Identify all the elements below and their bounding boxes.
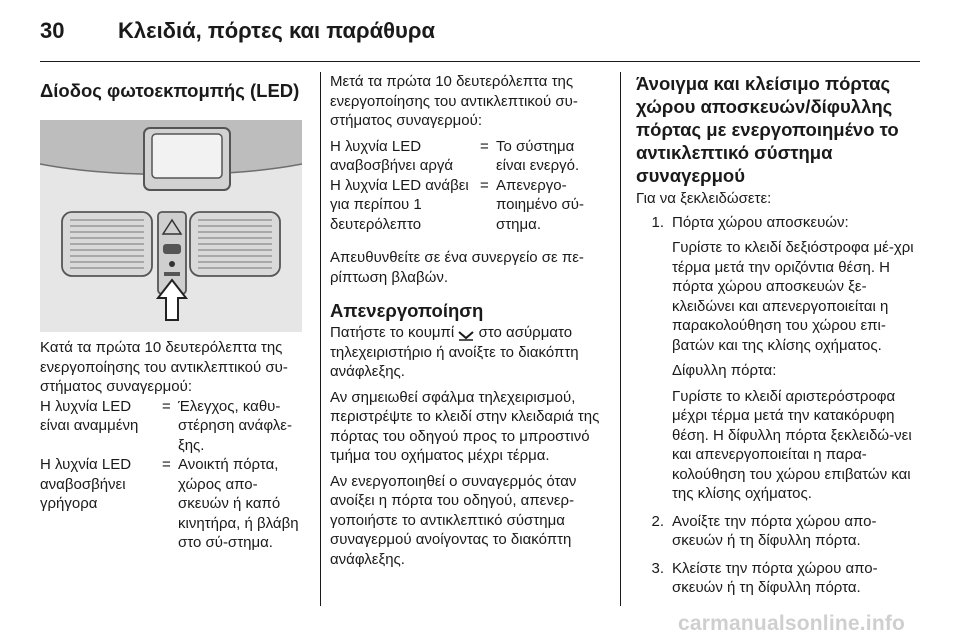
equals-sign: = [480, 176, 489, 194]
led-meaning: Έλεγχος, καθυ-στέρηση ανάφλε-ξης. [178, 397, 292, 454]
dashboard-led-figure [40, 120, 302, 332]
table-row [330, 137, 602, 176]
page-header [0, 0, 960, 62]
table-row [40, 397, 308, 456]
led-state: Η λυχνία LED ανάβει για περίπου 1 δευτερόλεπτο [330, 176, 469, 233]
column-1 [40, 72, 308, 553]
deactivation-text-1a: Πατήστε το κουμπί [330, 324, 455, 341]
led-meaning: Το σύστημα είναι ενεργό. [496, 137, 580, 174]
deactivation-text-1b: στο ασύρματο τηλεχειριστήριο ή ανοίξτε το διακόπτη ανάφλεξης. [330, 324, 579, 380]
led-meaning: Απενεργο-ποιημένο σύ-στημα. [496, 176, 584, 233]
after-10s-intro: Μετά τα πρώτα 10 δευτερόλεπτα της ενεργοποίησης του αντικλεπτικού συ-στήματος συναγερμού: [330, 73, 578, 129]
step-1-tailgate-detail: Γυρίστε το κλειδί δεξιόστροφα μέ-χρι τέρμα μετά την οριζόντια θέση. Η πόρτα χώρου αποσκευών ξε-κλειδώνει και απενεργοποιείται η παρακολούθηση του χώρου επι-βατών και της κλίσης οχήματος. [672, 239, 914, 354]
step-text: Ανοίξτε την πόρτα χώρου απο-σκευών ή τη δίφυλλη πόρτα. [672, 512, 877, 549]
led-state: Η λυχνία LED είναι αναμμένη [40, 397, 139, 434]
step-number: 1. [651, 213, 664, 231]
list-item [636, 559, 920, 598]
remote-unlock-button-icon [458, 327, 474, 339]
column-2 [330, 72, 602, 569]
step-number: 2. [651, 512, 664, 530]
led-state: Η λυχνία LED αναβοσβήνει αργά [330, 137, 454, 174]
deactivation-text-1 [330, 323, 602, 382]
step-number: 3. [651, 559, 664, 577]
step-1-double-door-detail: Γυρίστε το κλειδί αριστερόστροφα μέχρι τέρμα μετά την κατακόρυφη θέση. Η δίφυλλη πόρτα ξεκλειδώ-νει και απενεργοποιείται η παρα-κολούθηση του χώρου επιβατών και της κλίσης οχήματος. [672, 387, 912, 502]
led-intro-text: Κατά τα πρώτα 10 δευτερόλεπτα της ενεργοποίησης του αντικλεπτικού συ-στήματος συναγερμού: [40, 339, 288, 395]
list-item [636, 512, 920, 551]
equals-sign: = [480, 137, 489, 155]
header-rule [40, 61, 920, 62]
table-row [330, 176, 602, 235]
led-state: Η λυχνία LED αναβοσβήνει γρήγορα [40, 456, 132, 512]
step-text: Πόρτα χώρου αποσκευών: [672, 213, 849, 231]
fault-text: Απευθυνθείτε σε ένα συνεργείο σε πε-ρίπτωση βλαβών. [330, 249, 584, 286]
column-3 [636, 72, 920, 598]
deactivation-text-2: Αν σημειωθεί σφάλμα τηλεχειρισμού, περιστρέψτε το κλειδί στην κλειδαριά της πόρτας του οδηγού προς το μπροστινό τμήμα του οχήματος μέχρι τέρμα. [330, 388, 600, 464]
equals-sign: = [162, 397, 171, 415]
list-item [636, 213, 920, 233]
led-meaning: Ανοικτή πόρτα, χώρος απο-σκευών ή καπό κινητήρα, ή βλάβη στο σύ-στημα. [178, 456, 299, 551]
equals-sign: = [162, 456, 171, 473]
step-text: Κλείστε την πόρτα χώρου απο-σκευών ή τη δίφυλλη πόρτα. [672, 559, 878, 596]
page-title: Κλειδιά, πόρτες και παράθυρα [118, 18, 435, 43]
column-divider-1 [320, 72, 321, 606]
watermark: carmanualsonline.info [678, 612, 906, 635]
unlock-steps [636, 213, 920, 598]
column-divider-2 [620, 72, 621, 606]
dashboard-led-button-illustration [40, 120, 302, 332]
deactivation-text-3: Αν ενεργοποιηθεί ο συναγερμός όταν ανοίξει η πόρτα του οδηγού, απενερ-γοποιήστε το αντικλεπτικό σύστημα συναγερμού ανοίγοντας το διακόπτη ανάφλεξης. [330, 472, 577, 568]
led-status-table-1 [40, 397, 308, 553]
deactivation-heading: Απενεργοποίηση [330, 300, 484, 321]
tailgate-heading: Άνοιγμα και κλείσιμο πόρτας χώρου αποσκευών/δίφυλλης πόρτας με ενεργοποιημένο το αντικλεπτικό σύστημα συναγερμού [636, 73, 899, 186]
table-row [40, 455, 308, 553]
page-number: 30 [40, 18, 65, 43]
section-heading-led: Δίοδος φωτοεκπομπής (LED) [40, 80, 300, 101]
step-1-double-door-label: Δίφυλλη πόρτα: [672, 362, 777, 379]
led-status-table-2 [330, 137, 602, 235]
unlock-intro: Για να ξεκλειδώσετε: [636, 190, 772, 207]
